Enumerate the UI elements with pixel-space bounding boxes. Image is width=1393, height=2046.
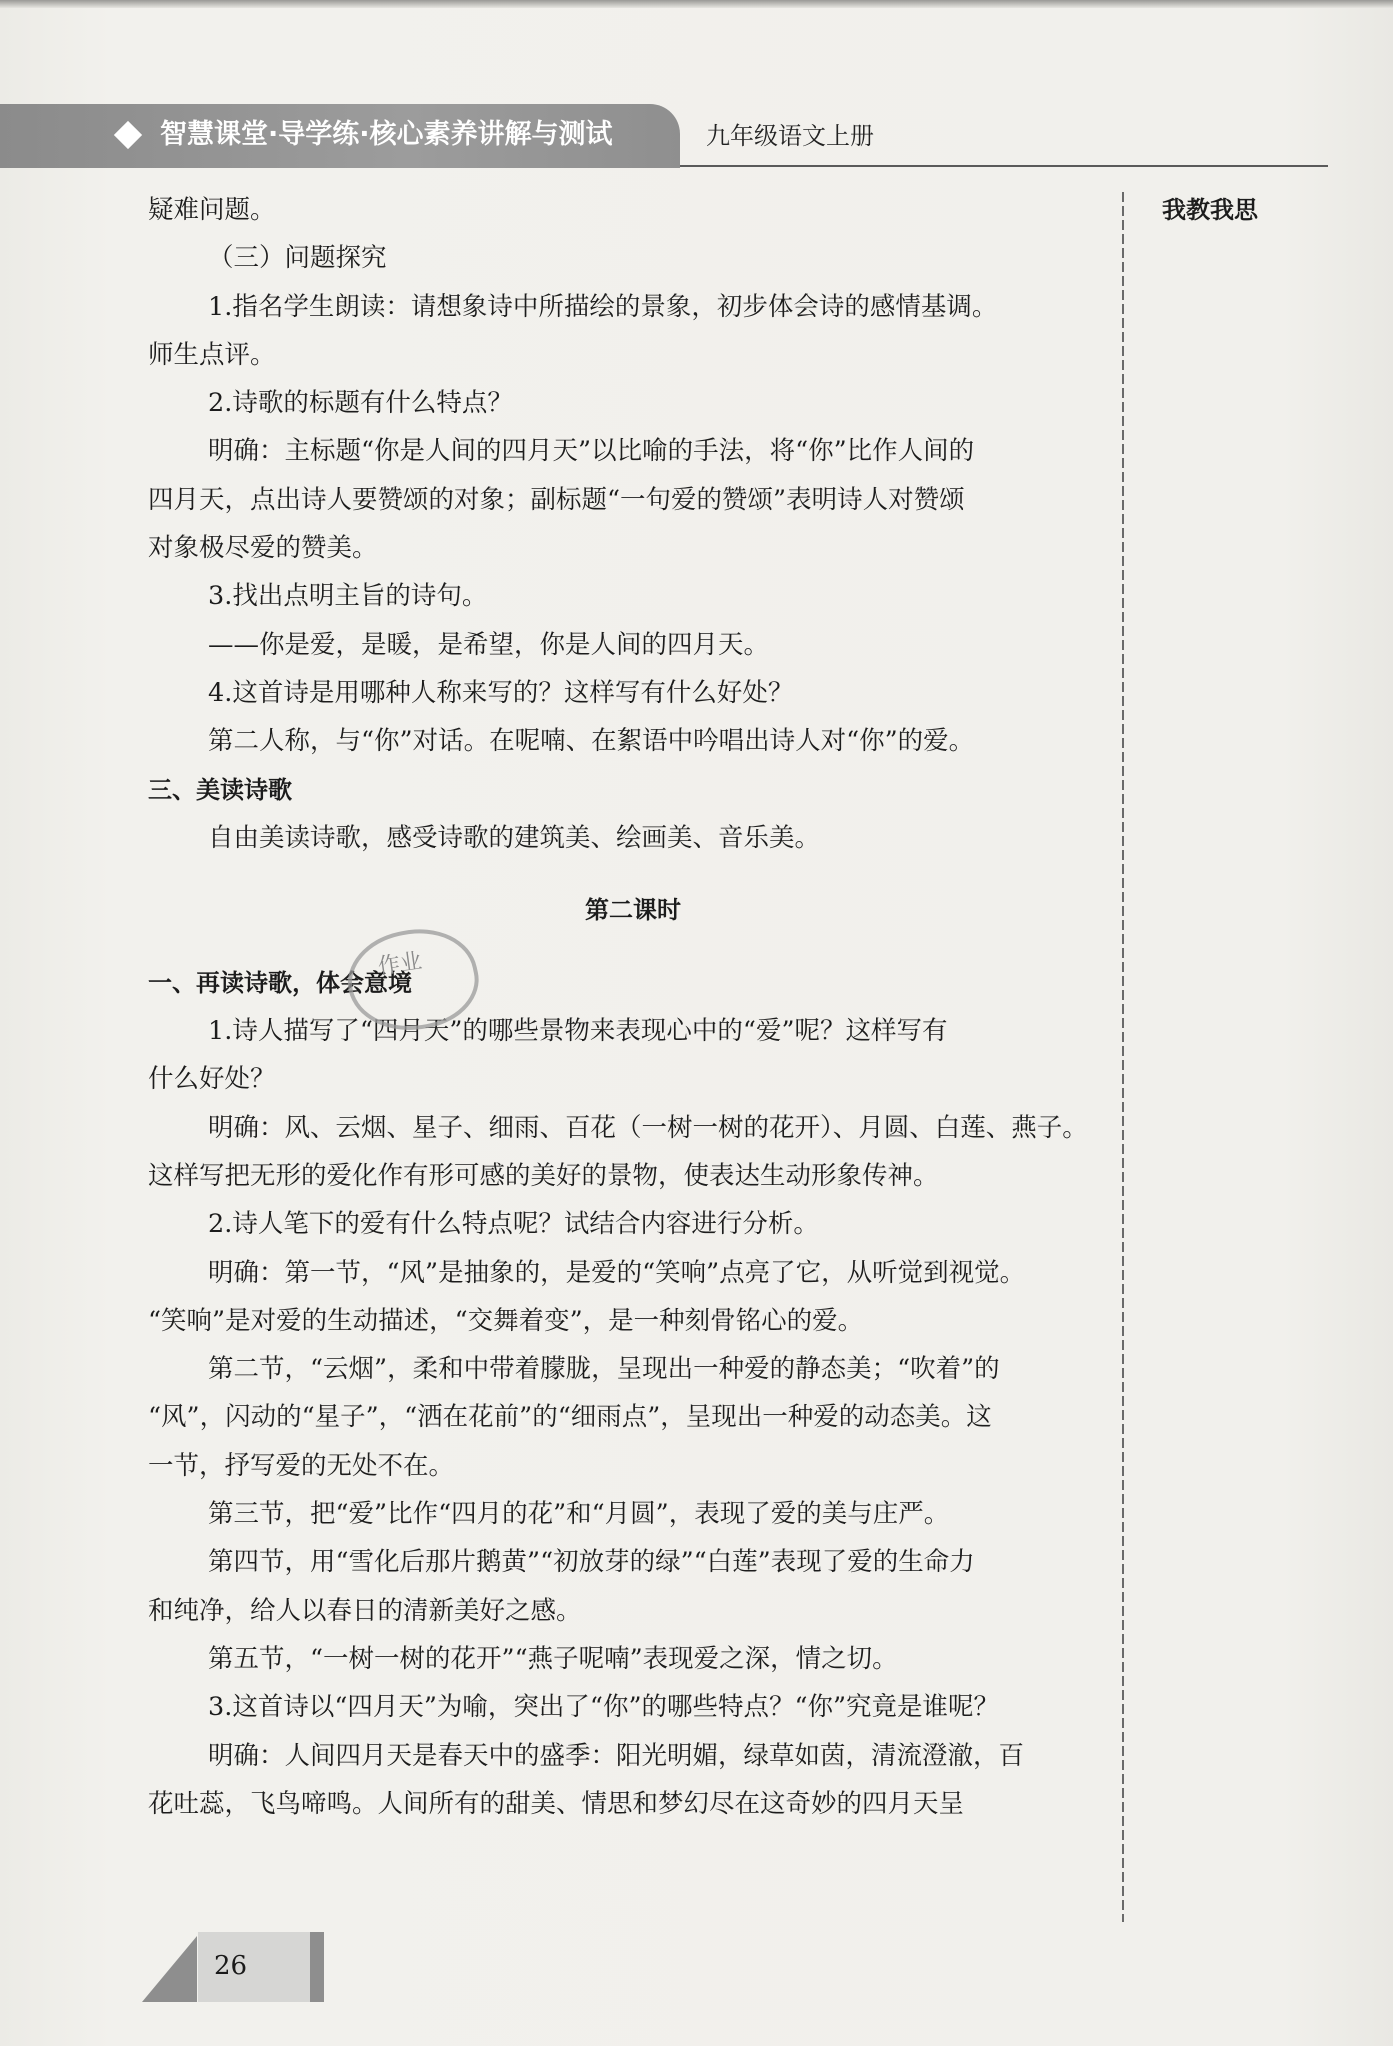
answer-line: 明确：主标题“你是人间的四月天”以比喻的手法，将“你”比作人间的 [208,436,975,467]
side-notes-title: 我教我思 [1162,196,1258,224]
answer-line: 明确：风、云烟、星子、细雨、百花（一树一树的花开）、月圆、白莲、燕子。 [208,1112,1088,1143]
question: 3.这首诗以“四月天”为喻，突出了“你”的哪些特点？“你”究竟是谁呢？ [208,1692,1000,1723]
book-volume-title: 九年级语文上册 [706,122,874,150]
answer-line: 一节，抒写爱的无处不在。 [148,1450,455,1481]
answer-line: 和纯净，给人以春日的清新美好之感。 [148,1595,582,1626]
answer-line: 第三节，把“爱”比作“四月的花”和“月圆”，表现了爱的美与庄严。 [208,1499,950,1530]
text-line: 疑难问题。 [148,195,276,225]
question: 1.指名学生朗读：请想象诗中所描绘的景象，初步体会诗的感情基调。 [208,291,998,322]
side-notes-divider [1122,192,1124,1922]
answer-line: 第二节，“云烟”，柔和中带着朦胧，呈现出一种爱的静态美；“吹着”的 [208,1354,1000,1385]
page-number: 26 [214,1951,248,1981]
question: 3.找出点明主旨的诗句。 [208,581,488,612]
text-line: 自由美读诗歌，感受诗歌的建筑美、绘画美、音乐美。 [208,822,821,853]
header-divider [680,165,1328,167]
answer-line: 第二人称，与“你”对话。在呢喃、在絮语中吟唱出诗人对“你”的爱。 [208,726,975,757]
question: 4.这首诗是用哪种人称来写的？这样写有什么好处？ [208,677,794,708]
answer-line: 第四节，用“雪化后那片鹅黄”“初放芽的绿”“白莲”表现了爱的生命力 [208,1547,975,1578]
section-heading: （三）问题探究 [208,243,387,274]
answer-line: 这样写把无形的爱化作有形可感的美好的景物，使表达生动形象传神。 [148,1160,939,1191]
answer-line: “笑响”是对爱的生动描述，“交舞着变”，是一种刻骨铭心的爱。 [148,1305,864,1336]
answer-line: “风”，闪动的“星子”，“洒在花前”的“细雨点”，呈现出一种爱的动态美。这 [148,1402,992,1433]
text-line: 师生点评。 [148,339,276,370]
book-series-title: 智慧课堂·导学练·核心素养讲解与测试 [160,119,613,150]
section-heading: 一、再读诗歌，体会意境 [148,968,412,997]
homework-stamp-text: 作业 [376,948,424,980]
answer-line: ——你是爱，是暖，是希望，你是人间的四月天。 [208,629,770,660]
answer-line: 明确：人间四月天是春天中的盛季：阳光明媚，绿草如茵，清流澄澈，百 [208,1740,1025,1771]
footer-decoration [142,1936,197,2002]
answer-line: 四月天，点出诗人要赞颂的对象；副标题“一句爱的赞颂”表明诗人对赞颂 [148,484,965,515]
question: 1.诗人描写了“四月天”的哪些景物来表现心中的“爱”呢？这样写有 [208,1016,948,1047]
answer-line: 花吐蕊，飞鸟啼鸣。人间所有的甜美、情思和梦幻尽在这奇妙的四月天呈 [148,1788,965,1819]
question: 什么好处？ [148,1064,276,1095]
section-heading: 三、美读诗歌 [148,775,292,804]
question: 2.诗人笔下的爱有什么特点呢？试结合内容进行分析。 [208,1209,819,1240]
answer-line: 对象极尽爱的赞美。 [148,533,378,564]
answer-line: 第五节，“一树一树的花开”“燕子呢喃”表现爱之深，情之切。 [208,1643,898,1674]
answer-line: 明确：第一节，“风”是抽象的，是爱的“笑响”点亮了它，从听觉到视觉。 [208,1257,1026,1288]
question: 2.诗歌的标题有什么特点？ [208,388,513,419]
lesson-body [148,186,1118,1828]
page-top-edge [0,0,1393,8]
lesson-title: 第二课时 [585,896,681,925]
